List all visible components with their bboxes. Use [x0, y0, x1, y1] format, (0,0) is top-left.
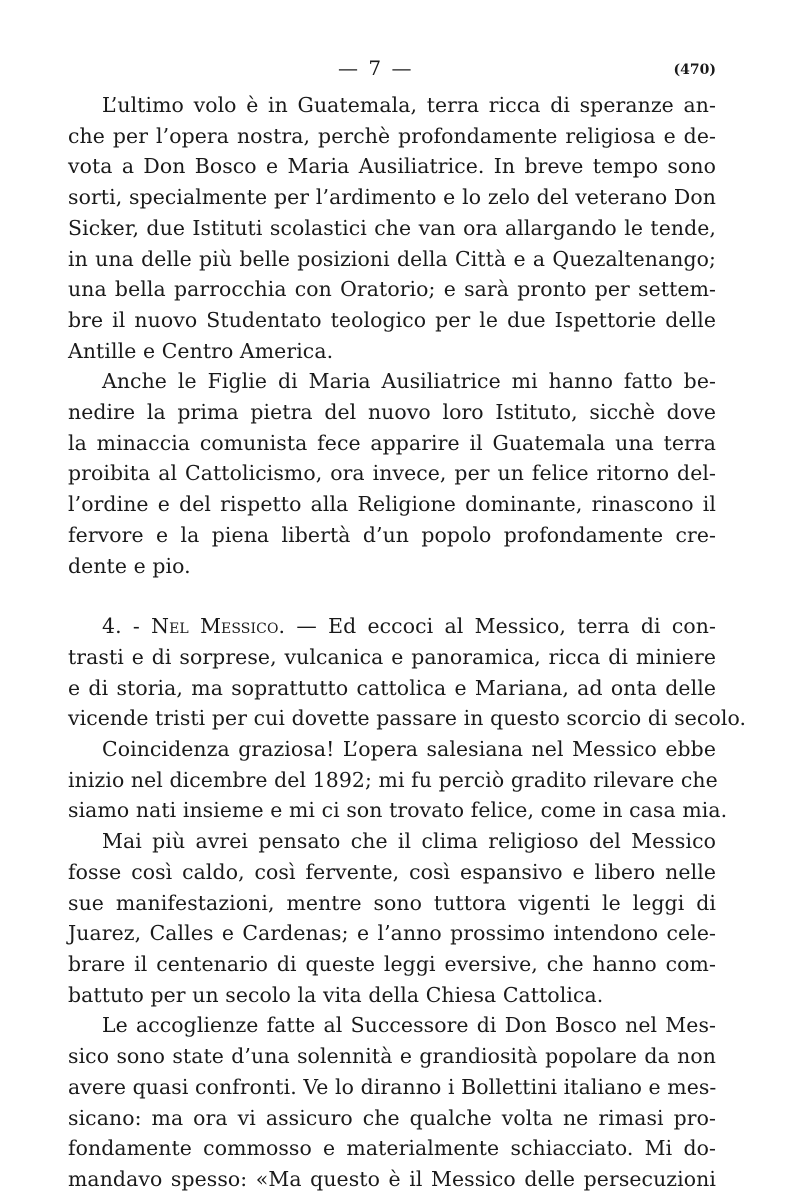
page-number: — 7 —	[338, 56, 414, 80]
text-line: Juarez, Calles e Cardenas; e l’anno prossimo intendono cele-	[68, 921, 716, 946]
text-line: sicano: ma ora vi assicuro che qualche volta ne rimasi pro-	[68, 1105, 716, 1130]
text-line: Mai più avrei pensato che il clima religioso del Messico	[102, 829, 716, 854]
section-heading-line	[68, 611, 716, 642]
section-gap	[68, 581, 716, 611]
paragraph-coincidenza	[68, 734, 728, 826]
text-line: mandavo spesso: «Ma questo è il Messico delle persecuzioni	[68, 1166, 716, 1191]
text-line: brare il centenario di queste leggi eversive, che hanno com-	[68, 951, 716, 976]
text-line: e di storia, ma soprattutto cattolica e Mariana, ad onta delle	[68, 675, 716, 700]
paragraph-figlie	[68, 366, 716, 581]
paragraph-messico-section	[68, 611, 747, 734]
text-line: trasti e di sorprese, vulcanica e panoramica, ricca di miniere	[68, 644, 716, 669]
text-line: Le accoglienze fatte al Successore di Don Bosco nel Mes-	[102, 1013, 716, 1038]
text-line: sico sono state d’una solennità e grandiosità popolare da non	[68, 1044, 716, 1069]
section-number: 4. -	[102, 614, 152, 639]
text-line: nedire la prima pietra del nuovo loro Istituto, sicchè dove	[68, 400, 716, 425]
text-line: avere quasi confronti. Ve lo diranno i Bollettini italiano e mes-	[68, 1074, 717, 1099]
text-line: Anche le Figlie di Maria Ausiliatrice mi hanno fatto be-	[102, 369, 716, 394]
text-line: sue manifestazioni, mentre sono tuttora vigenti le leggi di	[68, 890, 716, 915]
text-line: sorti, specialmente per l’ardimento e lo zelo del veterano Don	[68, 185, 716, 210]
paragraph-clima	[68, 826, 716, 1010]
text-line: fosse così caldo, così fervente, così espansivo e libero nelle	[68, 859, 716, 884]
text-line: Sicker, due Istituti scolastici che van ora allargando le tende,	[68, 215, 716, 240]
text-line: dente e pio.	[68, 553, 191, 578]
page-code: (470)	[673, 62, 716, 78]
text-line: in una delle più belle posizioni della Città e a Quezaltenango;	[68, 246, 716, 271]
text-line: vicende tristi per cui dovette passare in questo scorcio di secolo.	[68, 706, 747, 731]
paragraph-accoglienze	[68, 1010, 716, 1194]
text-line: una bella parrocchia con Oratorio; e sarà pronto per settem-	[68, 277, 716, 302]
paragraph-guatemala	[68, 90, 716, 366]
page-header	[68, 56, 716, 90]
text-line: l’ordine e del rispetto alla Religione dominante, rinascono il	[68, 492, 716, 517]
section-title: Nel Messico.	[151, 614, 286, 639]
text-line: la minaccia comunista fece apparire il Guatemala una terra	[68, 430, 716, 455]
text-line: — Ed eccoci al Messico, terra di con-	[285, 614, 717, 639]
text-line: inizio nel dicembre del 1892; mi fu perciò gradito rilevare che	[68, 767, 718, 792]
text-line: fondamente commosso e materialmente schiacciato. Mi do-	[68, 1136, 716, 1161]
text-line: Antille e Centro America.	[68, 338, 334, 363]
text-line: che per l’opera nostra, perchè profondamente religiosa e de-	[68, 123, 716, 148]
text-line: vota a Don Bosco e Maria Ausiliatrice. In breve tempo sono	[68, 154, 716, 179]
document-page	[68, 56, 747, 1195]
text-line: battuto per un secolo la vita della Chiesa Cattolica.	[68, 982, 604, 1007]
text-line: siamo nati insieme e mi ci son trovato felice, come in casa mia.	[68, 798, 728, 823]
text-line: bre il nuovo Studentato teologico per le due Ispettorie delle	[68, 307, 716, 332]
text-line: fervore e la piena libertà d’un popolo profondamente cre-	[68, 522, 716, 547]
text-line: Coincidenza graziosa! L’opera salesiana nel Messico ebbe	[102, 737, 716, 762]
text-line: L’ultimo volo è in Guatemala, terra ricca di speranze an-	[102, 93, 716, 117]
text-line: proibita al Cattolicismo, ora invece, per un felice ritorno del-	[68, 461, 716, 486]
